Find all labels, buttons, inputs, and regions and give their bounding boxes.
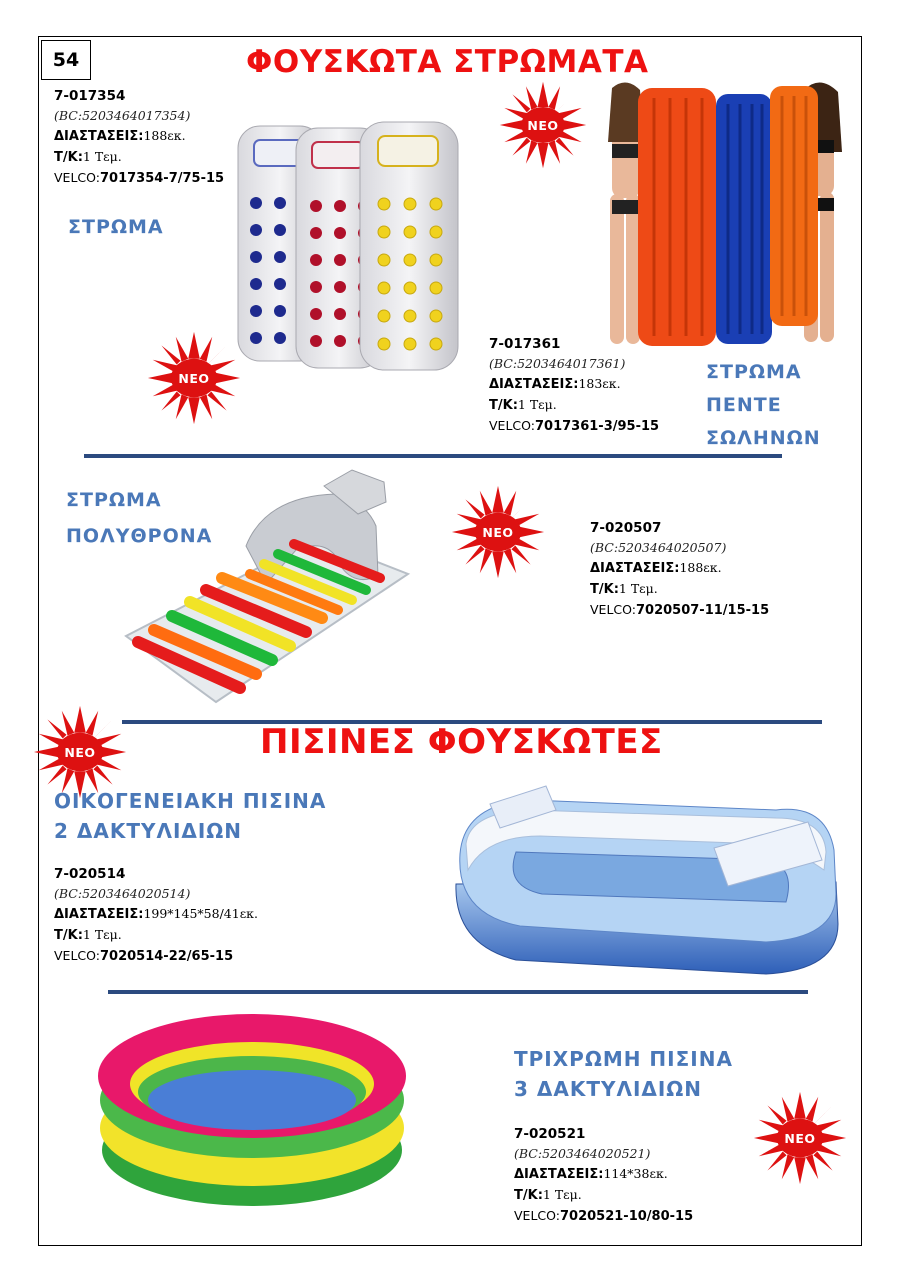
product-info-7-017354 <box>54 86 224 189</box>
product-image-lounge-chair-mattress <box>116 466 416 714</box>
new-badge-3: ΝΕΟ <box>450 484 546 580</box>
dimensions-label: ΔΙΑΣΤΑΣΕΙΣ: <box>54 907 144 922</box>
velco-value: 7020514-22/65-15 <box>99 949 234 964</box>
velco-label: VELCO: <box>54 948 100 963</box>
tk-value: 1 Τεμ. <box>82 927 122 942</box>
dimensions-label: ΔΙΑΣΤΑΣΕΙΣ: <box>590 561 680 576</box>
dimensions-value: 199*145*58/41εκ. <box>143 906 258 921</box>
velco-label: VELCO: <box>54 170 100 185</box>
velco-label: VELCO: <box>590 602 636 617</box>
new-badge-4: ΝΕΟ <box>32 704 128 800</box>
tk-value: 1 Τεμ. <box>542 1187 582 1202</box>
tk-label: Τ/Κ: <box>590 582 619 597</box>
velco-value: 7020521-10/80-15 <box>559 1209 694 1224</box>
tk-label: Τ/Κ: <box>489 398 518 413</box>
dimensions-label: ΔΙΑΣΤΑΣΕΙΣ: <box>54 129 144 144</box>
product-info-7-020514 <box>54 864 258 967</box>
velco-label: VELCO: <box>514 1208 560 1223</box>
divider-1 <box>84 454 782 458</box>
product-name-7-020507: ΣΤΡΩΜΑ ΠΟΛΥΘΡΟΝΑ <box>66 489 213 547</box>
tk-value: 1 Τεμ. <box>82 149 122 164</box>
product-image-family-pool <box>446 774 846 984</box>
velco-value: 7017361-3/95-15 <box>534 419 660 434</box>
new-badge-5: ΝΕΟ <box>752 1090 848 1186</box>
product-image-silver-mattresses <box>232 118 464 376</box>
dimensions-label: ΔΙΑΣΤΑΣΕΙΣ: <box>489 377 579 392</box>
dimensions-value: 183εκ. <box>578 376 621 391</box>
dimensions-value: 114*38εκ. <box>603 1166 668 1181</box>
velco-value: 7017354-7/75-15 <box>99 171 225 186</box>
product-info-7-020507 <box>590 518 769 621</box>
product-name-7-017354: ΣΤΡΩΜΑ <box>68 216 164 238</box>
product-code: 7-017354 <box>54 88 126 104</box>
product-name-7-020521: ΤΡΙΧΡΩΜΗ ΠΙΣΙΝΑ 3 ΔΑΚΤΥΛΙΔΙΩΝ <box>514 1047 733 1101</box>
tk-value: 1 Τεμ. <box>618 581 658 596</box>
new-badge-2: ΝΕΟ <box>498 80 588 170</box>
product-image-five-tube-mattresses <box>598 82 852 358</box>
product-code: 7-020514 <box>54 866 126 882</box>
tk-label: Τ/Κ: <box>54 150 83 165</box>
section-title-mattresses: ΦΟΥΣΚΩΤΑ ΣΤΡΩΜΑΤΑ <box>246 44 649 80</box>
dimensions-value: 188εκ. <box>679 560 722 575</box>
product-info-7-020521 <box>514 1124 693 1227</box>
dimensions-label: ΔΙΑΣΤΑΣΕΙΣ: <box>514 1167 604 1182</box>
product-code: 7-020507 <box>590 520 662 536</box>
product-barcode: (BC:5203464017361) <box>489 356 626 371</box>
product-barcode: (BC:5203464017354) <box>54 108 191 123</box>
product-info-7-017361 <box>489 334 659 437</box>
tk-value: 1 Τεμ. <box>517 397 557 412</box>
product-code: 7-017361 <box>489 336 561 352</box>
product-barcode: (BC:5203464020507) <box>590 540 727 555</box>
page-number: 54 <box>41 40 91 80</box>
product-name-7-020514: ΟΙΚΟΓΕΝΕΙΑΚΗ ΠΙΣΙΝΑ 2 ΔΑΚΤΥΛΙΔΙΩΝ <box>54 789 327 843</box>
section-title-pools: ΠΙΣΙΝΕΣ ΦΟΥΣΚΩΤΕΣ <box>260 722 663 762</box>
product-name-7-017361: ΣΤΡΩΜΑ ΠΕΝΤΕ ΣΩΛΗΝΩΝ <box>706 361 821 449</box>
tk-label: Τ/Κ: <box>514 1188 543 1203</box>
product-barcode: (BC:5203464020521) <box>514 1146 651 1161</box>
product-image-tricolor-pool <box>96 1000 408 1210</box>
tk-label: Τ/Κ: <box>54 928 83 943</box>
dimensions-value: 188εκ. <box>143 128 186 143</box>
divider-3 <box>108 990 808 994</box>
velco-value: 7020507-11/15-15 <box>635 603 770 618</box>
new-badge-1: ΝΕΟ <box>146 330 242 426</box>
velco-label: VELCO: <box>489 418 535 433</box>
product-barcode: (BC:5203464020514) <box>54 886 191 901</box>
product-code: 7-020521 <box>514 1126 586 1142</box>
